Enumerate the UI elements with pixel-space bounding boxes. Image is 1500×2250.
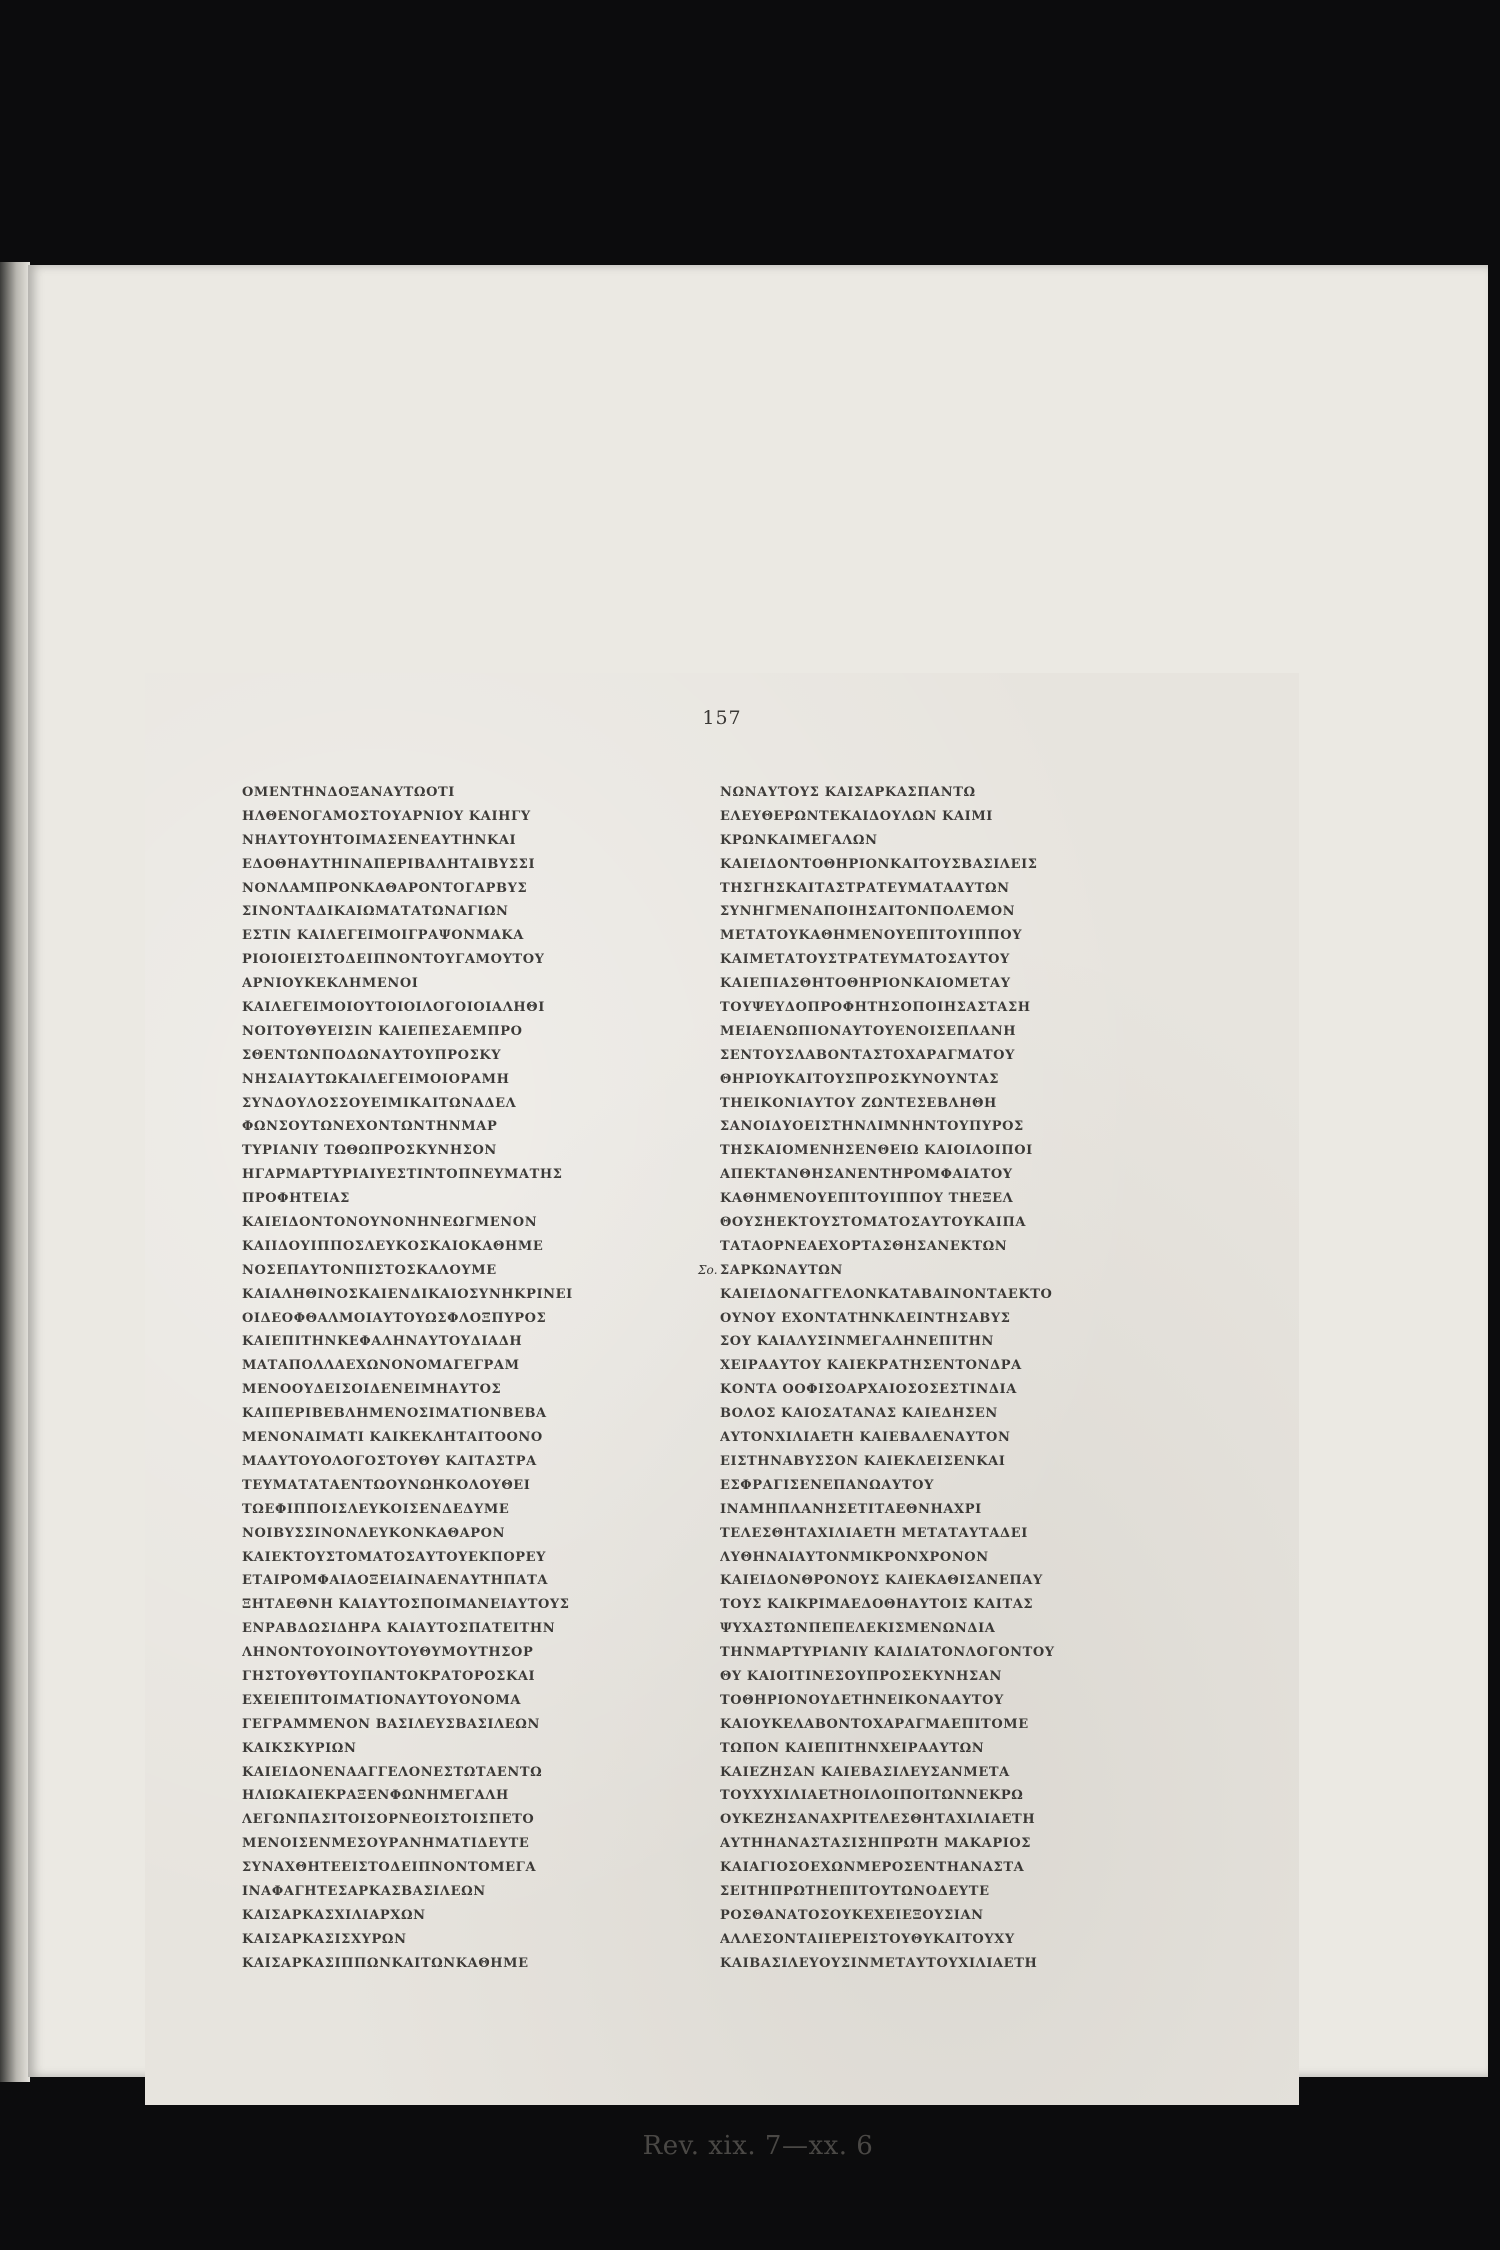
manuscript-line: ΤΕΛΕΣΘΗΤΑΧΙΛΙΑΕΤΗ ΜΕΤΑΤΑΥΤΑΔΕΙ bbox=[720, 1525, 1028, 1541]
manuscript-line: ΤΑΤΑΟΡΝΕΑΕΧΟΡΤΑΣΘΗΣΑΝΕΚΤΩΝ bbox=[720, 1238, 1008, 1254]
manuscript-line: ΑΡΝΙΟΥΚΕΚΛΗΜΕΝΟΙ bbox=[242, 976, 419, 992]
manuscript-line: ΟΥΝΟΥ ΕΧΟΝΤΑΤΗΝΚΛΕΙΝΤΗΣΑΒΥΣ bbox=[720, 1310, 1011, 1326]
manuscript-line: ΜΕΝΟΝΑΙΜΑΤΙ ΚΑΙΚΕΚΛΗΤΑΙΤΟΟΝΟ bbox=[242, 1430, 543, 1446]
manuscript-line: ΧΕΙΡΑΑΥΤΟΥ ΚΑΙΕΚΡΑΤΗΣΕΝΤΟΝΔΡΑ bbox=[720, 1358, 1022, 1374]
manuscript-line: ΚΑΙΕΙΔΟΝΘΡΟΝΟΥΣ ΚΑΙΕΚΑΘΙΣΑΝΕΠΑΥ bbox=[720, 1573, 1043, 1589]
manuscript-line: ΜΑΑΥΤΟΥΟΛΟΓΟΣΤΟΥΘΥ ΚΑΙΤΑΣΤΡΑ bbox=[242, 1453, 537, 1469]
manuscript-line: ΝΟΙΒΥΣΣΙΝΟΝΛΕΥΚΟΝΚΑΘΑΡΟΝ bbox=[242, 1525, 506, 1541]
manuscript-plate bbox=[145, 673, 1299, 2105]
left-text-column bbox=[242, 781, 632, 1976]
manuscript-line: ΜΑΤΑΠΟΛΛΑΕΧΩΝΟΝΟΜΑΓΕΓΡΑΜ bbox=[242, 1358, 520, 1374]
manuscript-line: ΣΕΝΤΟΥΣΛΑΒΟΝΤΑΣΤΟΧΑΡΑΓΜΑΤΟΥ bbox=[720, 1047, 1015, 1063]
manuscript-line: ΙΝΑΦΑΓΗΤΕΣΑΡΚΑΣΒΑΣΙΛΕΩΝ bbox=[242, 1883, 486, 1899]
manuscript-line: ΜΕΝΟΟΥΔΕΙΣΟΙΔΕΝΕΙΜΗΑΥΤΟΣ bbox=[242, 1382, 502, 1398]
manuscript-line: ΚΑΙΣΑΡΚΑΣΧΙΛΙΑΡΧΩΝ bbox=[242, 1907, 426, 1923]
manuscript-line: ΚΑΙΕΠΙΤΗΝΚΕΦΑΛΗΝΑΥΤΟΥΔΙΑΔΗ bbox=[242, 1334, 523, 1350]
manuscript-line: ΡΙΟΙΟΙΕΙΣΤΟΔΕΙΠΝΟΝΤΟΥΓΑΜΟΥΤΟΥ bbox=[242, 952, 545, 968]
manuscript-line: ΚΑΙΙΔΟΥΙΠΠΟΣΛΕΥΚΟΣΚΑΙΟΚΑΘΗΜΕ bbox=[242, 1238, 544, 1254]
manuscript-line: ΤΥΡΙΑΝΙΥ ΤΩΘΩΠΡΟΣΚΥΝΗΣΟΝ bbox=[242, 1143, 497, 1159]
manuscript-line: ΗΛΘΕΝΟΓΑΜΟΣΤΟΥΑΡΝΙΟΥ ΚΑΙΗΓΥ bbox=[242, 808, 531, 824]
manuscript-line: ΚΑΙΕΙΔΟΝΕΝΑΑΓΓΕΛΟΝΕΣΤΩΤΑΕΝΤΩ bbox=[242, 1764, 543, 1780]
manuscript-line: ΤΩΕΦΙΠΠΟΙΣΛΕΥΚΟΙΣΕΝΔΕΔΥΜΕ bbox=[242, 1501, 510, 1517]
manuscript-line: ΚΑΙΛΕΓΕΙΜΟΙΟΥΤΟΙΟΙΛΟΓΟΙΟΙΑΛΗΘΙ bbox=[242, 1000, 545, 1016]
manuscript-line: ΟΜΕΝΤΗΝΔΟΞΑΝΑΥΤΩΟΤΙ bbox=[242, 785, 455, 800]
manuscript-line: ΣΟΥ ΚΑΙΑΛΥΣΙΝΜΕΓΑΛΗΝΕΠΙΤΗΝ bbox=[720, 1334, 994, 1350]
manuscript-line: ΣΕΙΤΗΠΡΩΤΗΕΠΙΤΟΥΤΩΝΟΔΕΥΤΕ bbox=[720, 1883, 990, 1899]
manuscript-line: ΑΥΤΗΗΑΝΑΣΤΑΣΙΣΗΠΡΩΤΗ ΜΑΚΑΡΙΟΣ bbox=[720, 1836, 1032, 1852]
manuscript-line: ΤΗΝΜΑΡΤΥΡΙΑΝΙΥ ΚΑΙΔΙΑΤΟΝΛΟΓΟΝΤΟΥ bbox=[720, 1645, 1055, 1661]
manuscript-line: ΚΑΙΑΓΙΟΣΟΕΧΩΝΜΕΡΟΣΕΝΤΗΑΝΑΣΤΑ bbox=[720, 1860, 1025, 1876]
manuscript-line: ΝΩΝΑΥΤΟΥΣ ΚΑΙΣΑΡΚΑΣΠΑΝΤΩ bbox=[720, 785, 976, 800]
manuscript-line: ΡΟΣΘΑΝΑΤΟΣΟΥΚΕΧΕΙΕΞΟΥΣΙΑΝ bbox=[720, 1907, 984, 1923]
manuscript-line: ΚΑΘΗΜΕΝΟΥΕΠΙΤΟΥΙΠΠΟΥ ΤΗΕΞΕΛ bbox=[720, 1191, 1014, 1207]
adjacent-page-edge bbox=[0, 262, 30, 2082]
manuscript-line: ΟΥΚΕΖΗΣΑΝΑΧΡΙΤΕΛΕΣΘΗΤΑΧΙΛΙΑΕΤΗ bbox=[720, 1812, 1036, 1828]
manuscript-line: ΚΑΙΟΥΚΕΛΑΒΟΝΤΟΧΑΡΑΓΜΑΕΠΙΤΟΜΕ bbox=[720, 1716, 1029, 1732]
manuscript-line: ΣΥΝΔΟΥΛΟΣΣΟΥΕΙΜΙΚΑΙΤΩΝΑΔΕΛ bbox=[242, 1095, 517, 1111]
manuscript-line: ΣΥΝΗΓΜΕΝΑΠΟΙΗΣΑΙΤΟΝΠΟΛΕΜΟΝ bbox=[720, 904, 1016, 920]
manuscript-line: ΣΑΝΟΙΔΥΟΕΙΣΤΗΝΛΙΜΝΗΝΤΟΥΠΥΡΟΣ bbox=[720, 1119, 1024, 1135]
manuscript-line: ΘΗΡΙΟΥΚΑΙΤΟΥΣΠΡΟΣΚΥΝΟΥΝΤΑΣ bbox=[720, 1071, 1000, 1087]
manuscript-line: ΤΟΥΧΥΧΙΛΙΑΕΤΗΟΙΛΟΙΠΟΙΤΩΝΝΕΚΡΩ bbox=[720, 1788, 1024, 1804]
manuscript-line: ΚΑΙΕΙΔΟΝΤΟΝΟΥΝΟΝΗΝΕΩΓΜΕΝΟΝ bbox=[242, 1215, 538, 1231]
manuscript-line: ΕΣΦΡΑΓΙΣΕΝΕΠΑΝΩΑΥΤΟΥ bbox=[720, 1477, 934, 1493]
manuscript-line: ΛΥΘΗΝΑΙΑΥΤΟΝΜΙΚΡΟΝΧΡΟΝΟΝ bbox=[720, 1549, 989, 1565]
manuscript-line: ΑΠΕΚΤΑΝΘΗΣΑΝΕΝΤΗΡΟΜΦΑΙΑΤΟΥ bbox=[720, 1167, 1013, 1183]
manuscript-line: ΘΟΥΣΗΕΚΤΟΥΣΤΟΜΑΤΟΣΑΥΤΟΥΚΑΙΠΑ bbox=[720, 1215, 1027, 1231]
manuscript-line: ΕΛΕΥΘΕΡΩΝΤΕΚΑΙΔΟΥΛΩΝ ΚΑΙΜΙ bbox=[720, 808, 993, 824]
manuscript-line: ΝΗΑΥΤΟΥΗΤΟΙΜΑΣΕΝΕΑΥΤΗΝΚΑΙ bbox=[242, 832, 517, 848]
manuscript-line: ΚΑΙΣΑΡΚΑΣΙΠΠΩΝΚΑΙΤΩΝΚΑΘΗΜΕ bbox=[242, 1955, 529, 1971]
manuscript-line: ΟΙΔΕΟΦΘΑΛΜΟΙΑΥΤΟΥΩΣΦΛΟΞΠΥΡΟΣ bbox=[242, 1310, 547, 1326]
manuscript-line: ΛΕΓΩΝΠΑΣΙΤΟΙΣΟΡΝΕΟΙΣΤΟΙΣΠΕΤΟ bbox=[242, 1812, 535, 1828]
manuscript-line: ΚΑΙΕΠΙΑΣΘΗΤΟΘΗΡΙΟΝΚΑΙΟΜΕΤΑΥ bbox=[720, 976, 1011, 992]
manuscript-line: ΤΩΠΟΝ ΚΑΙΕΠΙΤΗΝΧΕΙΡΑΑΥΤΩΝ bbox=[720, 1740, 985, 1756]
manuscript-line: ΜΕΝΟΙΣΕΝΜΕΣΟΥΡΑΝΗΜΑΤΙΔΕΥΤΕ bbox=[242, 1836, 530, 1852]
manuscript-line: ΚΑΙΜΕΤΑΤΟΥΣΤΡΑΤΕΥΜΑΤΟΣΑΥΤΟΥ bbox=[720, 952, 1010, 968]
manuscript-line: ΓΗΣΤΟΥΘΥΤΟΥΠΑΝΤΟΚΡΑΤΟΡΟΣΚΑΙ bbox=[242, 1668, 536, 1684]
manuscript-line: ΚΑΙΕΙΔΟΝΤΟΘΗΡΙΟΝΚΑΙΤΟΥΣΒΑΣΙΛΕΙΣ bbox=[720, 856, 1038, 872]
manuscript-line: ΕΧΕΙΕΠΙΤΟΙΜΑΤΙΟΝΑΥΤΟΥΟΝΟΜΑ bbox=[242, 1692, 522, 1708]
manuscript-line: ΕΝΡΑΒΔΩΣΙΔΗΡΑ ΚΑΙΑΥΤΟΣΠΑΤΕΙΤΗΝ bbox=[242, 1621, 556, 1637]
manuscript-line: ΙΝΑΜΗΠΛΑΝΗΣΕΤΙΤΑΕΘΝΗΑΧΡΙ bbox=[720, 1501, 982, 1517]
manuscript-line: ΤΕΥΜΑΤΑΤΑΕΝΤΩΟΥΝΩΗΚΟΛΟΥΘΕΙ bbox=[242, 1477, 531, 1493]
manuscript-line: ΣΘΕΝΤΩΝΠΟΔΩΝΑΥΤΟΥΠΡΟΣΚΥ bbox=[242, 1047, 502, 1063]
plate-caption: Rev. xix. 7—xx. 6 bbox=[642, 2131, 874, 2161]
manuscript-line: ΝΗΣΑΙΑΥΤΩΚΑΙΛΕΓΕΙΜΟΙΟΡΑΜΗ bbox=[242, 1071, 510, 1087]
manuscript-line: ΣΥΝΑΧΘΗΤΕΕΙΣΤΟΔΕΙΠΝΟΝΤΟΜΕΓΑ bbox=[242, 1860, 537, 1876]
manuscript-line: ΕΔΟΘΗΑΥΤΗΙΝΑΠΕΡΙΒΑΛΗΤΑΙΒΥΣΣΙ bbox=[242, 856, 536, 872]
manuscript-line: ΓΕΓΡΑΜΜΕΝΟΝ ΒΑΣΙΛΕΥΣΒΑΣΙΛΕΩΝ bbox=[242, 1716, 540, 1732]
manuscript-line: ΨΥΧΑΣΤΩΝΠΕΠΕΛΕΚΙΣΜΕΝΩΝΔΙΑ bbox=[720, 1621, 996, 1637]
right-text-column bbox=[720, 781, 1220, 1976]
manuscript-line: ΚΑΙΕΙΔΟΝΑΓΓΕΛΟΝΚΑΤΑΒΑΙΝΟΝΤΑΕΚΤΟ bbox=[720, 1286, 1053, 1302]
manuscript-line: ΗΓΑΡΜΑΡΤΥΡΙΑΙΥΕΣΤΙΝΤΟΠΝΕΥΜΑΤΗΣ bbox=[242, 1167, 563, 1183]
manuscript-line: ΕΤΑΙΡΟΜΦΑΙΑΟΞΕΙΑΙΝΑΕΝΑΥΤΗΠΑΤΑ bbox=[242, 1573, 549, 1589]
manuscript-line: ΗΛΙΩΚΑΙΕΚΡΑΞΕΝΦΩΝΗΜΕΓΑΛΗ bbox=[242, 1788, 509, 1804]
manuscript-line: ΝΟΝΛΑΜΠΡΟΝΚΑΘΑΡΟΝΤΟΓΑΡΒΥΣ bbox=[242, 880, 528, 896]
margin-note: Σο. bbox=[698, 1263, 718, 1277]
manuscript-line: ΕΣΤΙΝ ΚΑΙΛΕΓΕΙΜΟΙΓΡΑΨΟΝΜΑΚΑ bbox=[242, 928, 524, 944]
manuscript-line: ΑΛΛΕΣΟΝΤΑΙΙΕΡΕΙΣΤΟΥΘΥΚΑΙΤΟΥΧΥ bbox=[720, 1931, 1015, 1947]
manuscript-line: ΤΗΣΓΗΣΚΑΙΤΑΣΤΡΑΤΕΥΜΑΤΑΑΥΤΩΝ bbox=[720, 880, 1010, 896]
manuscript-line: ΚΑΙΚΣΚΥΡΙΩΝ bbox=[242, 1740, 357, 1756]
manuscript-line: ΚΑΙΑΛΗΘΙΝΟΣΚΑΙΕΝΔΙΚΑΙΟΣΥΝΗΚΡΙΝΕΙ bbox=[242, 1286, 573, 1302]
manuscript-line: ΣΙΝΟΝΤΑΔΙΚΑΙΩΜΑΤΑΤΩΝΑΓΙΩΝ bbox=[242, 904, 509, 920]
manuscript-line: ΤΟΘΗΡΙΟΝΟΥΔΕΤΗΝΕΙΚΟΝΑΑΥΤΟΥ bbox=[720, 1692, 1004, 1708]
manuscript-line: ΚΑΙΣΑΡΚΑΣΙΣΧΥΡΩΝ bbox=[242, 1931, 407, 1947]
manuscript-line: ΚΡΩΝΚΑΙΜΕΓΑΛΩΝ bbox=[720, 832, 878, 848]
manuscript-line: ΚΑΙΕΖΗΣΑΝ ΚΑΙΕΒΑΣΙΛΕΥΣΑΝΜΕΤΑ bbox=[720, 1764, 1010, 1780]
manuscript-line: ΚΑΙΒΑΣΙΛΕΥΟΥΣΙΝΜΕΤΑΥΤΟΥΧΙΛΙΑΕΤΗ bbox=[720, 1955, 1038, 1971]
manuscript-line: ΚΑΙΠΕΡΙΒΕΒΛΗΜΕΝΟΣΙΜΑΤΙΟΝΒΕΒΑ bbox=[242, 1406, 547, 1422]
manuscript-line: ΤΟΥΨΕΥΔΟΠΡΟΦΗΤΗΣΟΠΟΙΗΣΑΣΤΑΣΗ bbox=[720, 1000, 1031, 1016]
manuscript-line: ΑΥΤΟΝΧΙΛΙΑΕΤΗ ΚΑΙΕΒΑΛΕΝΑΥΤΟΝ bbox=[720, 1430, 1011, 1446]
manuscript-line: ΞΗΤΑΕΘΝΗ ΚΑΙΑΥΤΟΣΠΟΙΜΑΝΕΙΑΥΤΟΥΣ bbox=[242, 1597, 570, 1613]
manuscript-line: ΘΥ ΚΑΙΟΙΤΙΝΕΣΟΥΠΡΟΣΕΚΥΝΗΣΑΝ bbox=[720, 1668, 1002, 1684]
manuscript-line: ΛΗΝΟΝΤΟΥΟΙΝΟΥΤΟΥΘΥΜΟΥΤΗΣΟΡ bbox=[242, 1645, 534, 1661]
manuscript-line: ΜΕΤΑΤΟΥΚΑΘΗΜΕΝΟΥΕΠΙΤΟΥΙΠΠΟΥ bbox=[720, 928, 1023, 944]
manuscript-line: ΤΗΕΙΚΟΝΙΑΥΤΟΥ ΖΩΝΤΕΣΕΒΛΗΘΗ bbox=[720, 1095, 997, 1111]
book-page bbox=[28, 265, 1488, 2161]
manuscript-line: ΝΟΙΤΟΥΘΥΕΙΣΙΝ ΚΑΙΕΠΕΣΑΕΜΠΡΟ bbox=[242, 1023, 523, 1039]
manuscript-line: ΕΙΣΤΗΝΑΒΥΣΣΟΝ ΚΑΙΕΚΛΕΙΣΕΝΚΑΙ bbox=[720, 1453, 1006, 1469]
manuscript-line: ΠΡΟΦΗΤΕΙΑΣ bbox=[242, 1191, 350, 1207]
manuscript-line: ΚΑΙΕΚΤΟΥΣΤΟΜΑΤΟΣΑΥΤΟΥΕΚΠΟΡΕΥ bbox=[242, 1549, 547, 1565]
manuscript-line: ΝΟΣΕΠΑΥΤΟΝΠΙΣΤΟΣΚΑΛΟΥΜΕ bbox=[242, 1262, 497, 1278]
manuscript-line: ΣΑΡΚΩΝΑΥΤΩΝ bbox=[720, 1262, 843, 1278]
manuscript-line: ΚΟΝΤΑ ΟΟΦΙΣΟΑΡΧΑΙΟΣΟΣΕΣΤΙΝΔΙΑ bbox=[720, 1382, 1017, 1398]
page-number: 157 bbox=[702, 707, 742, 729]
manuscript-line: ΜΕΙΑΕΝΩΠΙΟΝΑΥΤΟΥΕΝΟΙΣΕΠΛΑΝΗ bbox=[720, 1023, 1017, 1039]
manuscript-line: ΤΟΥΣ ΚΑΙΚΡΙΜΑΕΔΟΘΗΑΥΤΟΙΣ ΚΑΙΤΑΣ bbox=[720, 1597, 1034, 1613]
manuscript-line: ΤΗΣΚΑΙΟΜΕΝΗΣΕΝΘΕΙΩ ΚΑΙΟΙΛΟΙΠΟΙ bbox=[720, 1143, 1033, 1159]
manuscript-line: ΒΟΛΟΣ ΚΑΙΟΣΑΤΑΝΑΣ ΚΑΙΕΔΗΣΕΝ bbox=[720, 1406, 998, 1422]
manuscript-line: ΦΩΝΣΟΥΤΩΝΕΧΟΝΤΩΝΤΗΝΜΑΡ bbox=[242, 1119, 498, 1135]
